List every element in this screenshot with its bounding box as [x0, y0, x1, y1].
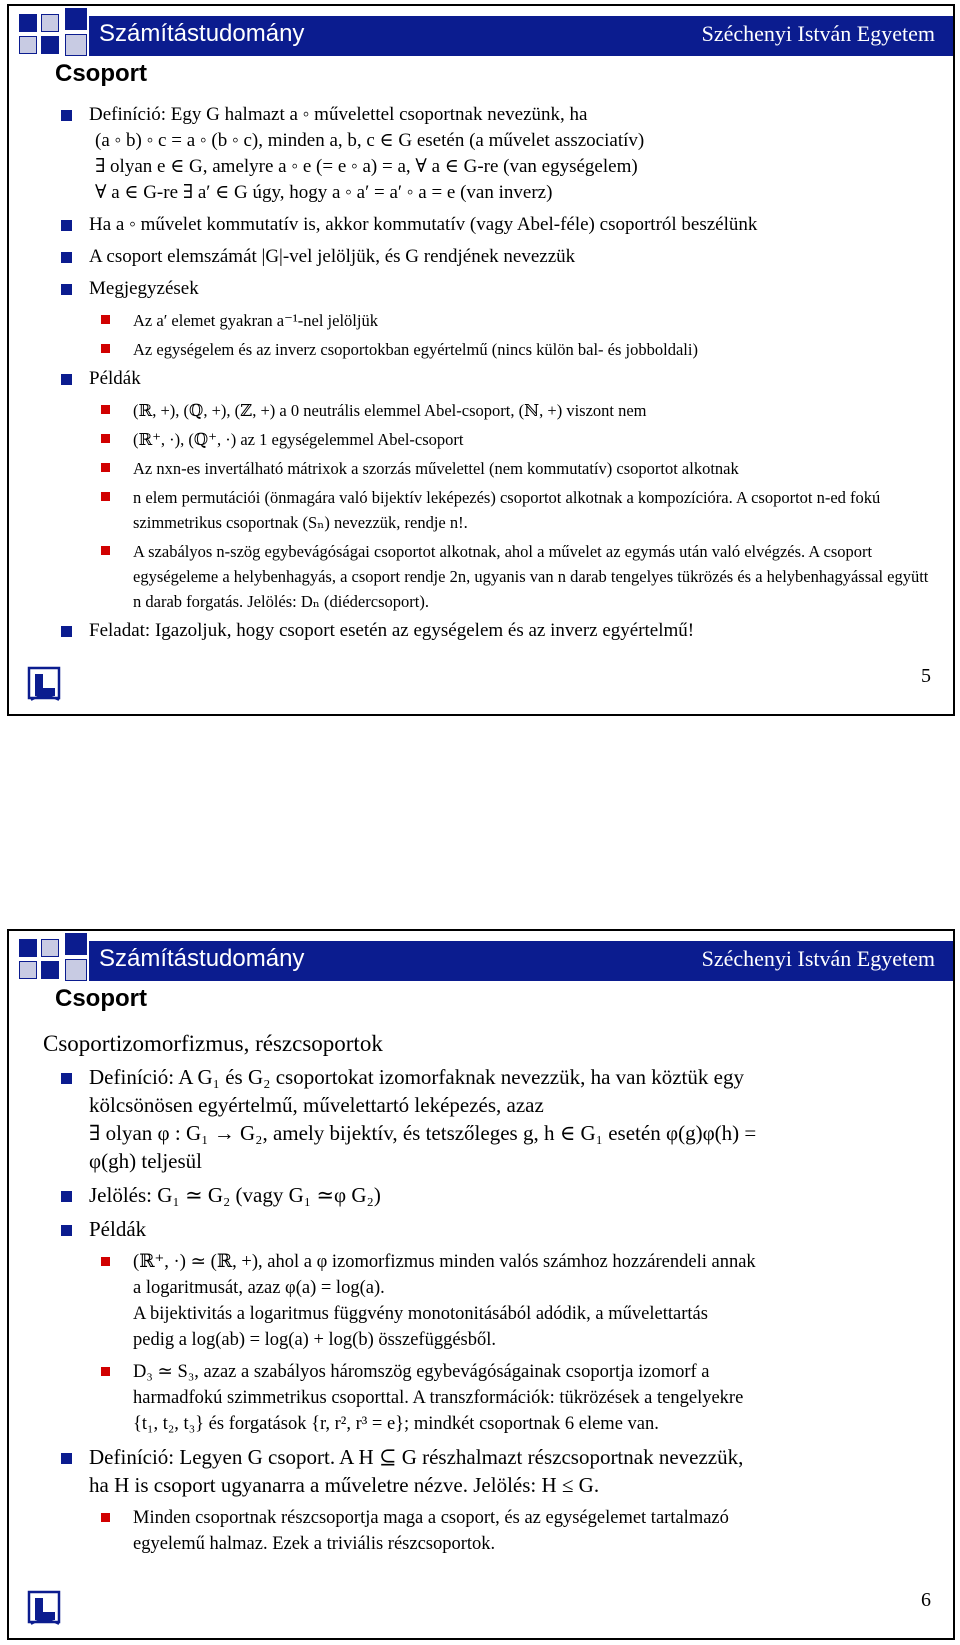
sub-bullet-example: (ℝ⁺, ·), (ℚ⁺, ·) az 1 egységelemmel Abel-csoport [101, 427, 939, 452]
text-line: {t₁, t₂, t₃} és forgatások {r, r², r³ = e}; mindkét csoportnak 6 eleme van. [133, 1414, 659, 1434]
text-line: Definíció: Egy G halmazt a ◦ művelettel csoportnak nevezünk, ha [89, 104, 588, 125]
header-decoration [19, 961, 37, 979]
header-decoration [19, 36, 37, 54]
bullet-examples-heading: Példák [61, 366, 939, 392]
header-decoration [41, 939, 59, 957]
slide-subtitle: Csoportizomorfizmus, részcsoportok [43, 1031, 383, 1056]
header-decoration [65, 8, 87, 30]
bullet-task: Feladat: Igazoljuk, hogy csoport esetén az egységelem és az inverz egyértelmű! [61, 618, 939, 644]
text-line: Minden csoportnak részcsoportja maga a csoport, és az egységelemet tartalmazó [133, 1508, 729, 1528]
text-line: D₃ ≃ S₃, azaz a szabályos háromszög egybevágóságainak csoportja izomorf a [133, 1362, 710, 1382]
page-number: 6 [921, 1589, 931, 1611]
text-line: Definíció: A G₁ és G₂ csoportokat izomorfaknak nevezzük, ha van köztük egy [89, 1065, 744, 1089]
university-name: Széchenyi István Egyetem [701, 21, 935, 46]
text-line: a logaritmusát, azaz φ(a) = log(a). [133, 1278, 385, 1298]
sub-bullet-example: n elem permutációi (önmagára való bijektív leképezés) csoportot alkotnak a kompozícióra. A csoportot n-ed fokú szimmetrikus csoportnak (Sₙ) nevezzük, rendje n!. [101, 485, 939, 535]
text-line: harmadfokú szimmetrikus csoporttal. A transzformációk: tükrözések a tengelyekre [133, 1388, 744, 1408]
slide-5 [7, 4, 955, 716]
university-name: Széchenyi István Egyetem [701, 946, 935, 971]
bullet-notation: Jelölés: G₁ ≃ G₂ (vagy G₁ ≃φ G₂) [61, 1181, 939, 1209]
course-name: Számítástudomány [99, 945, 305, 972]
text-line: egyelemű halmaz. Ezek a triviális részcsoportok. [133, 1534, 496, 1554]
slide-6 [7, 929, 955, 1640]
university-logo-icon [27, 1590, 61, 1626]
slide-title: Csoport [55, 985, 147, 1012]
header-decoration [65, 34, 87, 56]
bullet-order: A csoport elemszámát |G|-vel jelöljük, és G rendjének nevezzük [61, 244, 939, 270]
header-decoration [65, 933, 87, 955]
sub-bullet-example [101, 1249, 939, 1353]
text-line: ∃ olyan e ∈ G, amelyre a ◦ e (= e ◦ a) = a, ∀ a ∈ G-re (van egységelem) [95, 156, 638, 177]
slide-title: Csoport [55, 60, 147, 87]
sub-bullet-example: (ℝ, +), (ℚ, +), (ℤ, +) a 0 neutrális elemmel Abel-csoport, (ℕ, +) viszont nem [101, 398, 939, 423]
sub-bullet-example: A szabályos n-szög egybevágóságai csoportot alkotnak, ahol a művelet az egymás után való elvégzés. A csoport egységeleme a helybenhagyás, a csoport rendje 2n, ugyanis van n darab tengelyes tükrözés és a helybenhagyással együtt n darab forgatás. Jelölés: Dₙ (diédercsoport). [101, 539, 939, 614]
text-line: pedig a log(ab) = log(a) + log(b) összefüggésből. [133, 1330, 497, 1350]
slide-header [9, 6, 953, 56]
text-line: A bijektivitás a logaritmus függvény monotonitásából adódik, a művelettartás [133, 1304, 708, 1324]
bullet-examples-heading: Példák [61, 1215, 939, 1243]
bullet-subgroup-definition [61, 1443, 939, 1499]
header-decoration [41, 14, 59, 32]
slide-header [9, 931, 953, 981]
text-line: φ(gh) teljesül [89, 1149, 203, 1173]
sub-bullet-note: Az a′ elemet gyakran a⁻¹-nel jelöljük [101, 308, 939, 333]
bullet-isomorphism-definition [61, 1063, 939, 1175]
header-decoration [19, 939, 37, 957]
sub-bullet-example [101, 1359, 939, 1437]
text-line: ∃ olyan φ : G₁ → G₂, amely bijektív, és tetszőleges g, h ∈ G₁ esetén φ(g)φ(h) = [89, 1121, 757, 1145]
bullet-notes-heading: Megjegyzések [61, 276, 939, 302]
header-decoration [41, 961, 59, 979]
sub-bullet-trivial [101, 1505, 939, 1557]
text-line: ha H is csoport ugyanarra a műveletre nézve. Jelölés: H ≤ G. [89, 1473, 600, 1497]
bullet-definition [61, 102, 939, 206]
page-number: 5 [921, 665, 931, 687]
text-line: (ℝ⁺, ·) ≃ (ℝ, +), ahol a φ izomorfizmus minden valós számhoz hozzárendeli annak [133, 1252, 756, 1272]
text-line: ∀ a ∈ G-re ∃ a′ ∈ G úgy, hogy a ◦ a′ = a′ ◦ a = e (van inverz) [95, 182, 553, 203]
university-logo-icon [27, 666, 61, 702]
course-name: Számítástudomány [99, 20, 305, 47]
header-decoration [65, 959, 87, 981]
header-decoration [19, 14, 37, 32]
header-decoration [41, 36, 59, 54]
sub-bullet-note: Az egységelem és az inverz csoportokban egyértelmű (nincs külön bal- és jobboldali) [101, 337, 939, 362]
text-line: (a ◦ b) ◦ c = a ◦ (b ◦ c), minden a, b, c ∈ G esetén (a művelet asszociatív) [95, 130, 645, 151]
slide-content [61, 102, 939, 650]
sub-bullet-example: Az nxn-es invertálható mátrixok a szorzás művelettel (nem kommutatív) csoportot alkotnak [101, 456, 939, 481]
bullet-abel: Ha a ◦ művelet kommutatív is, akkor kommutatív (vagy Abel-féle) csoportról beszélünk [61, 212, 939, 238]
text-line: kölcsönösen egyértelmű, művelettartó leképezés, azaz [89, 1093, 544, 1117]
text-line: Definíció: Legyen G csoport. A H ⊆ G részhalmazt részcsoportnak nevezzük, [89, 1445, 744, 1469]
slide-content [61, 1063, 939, 1563]
